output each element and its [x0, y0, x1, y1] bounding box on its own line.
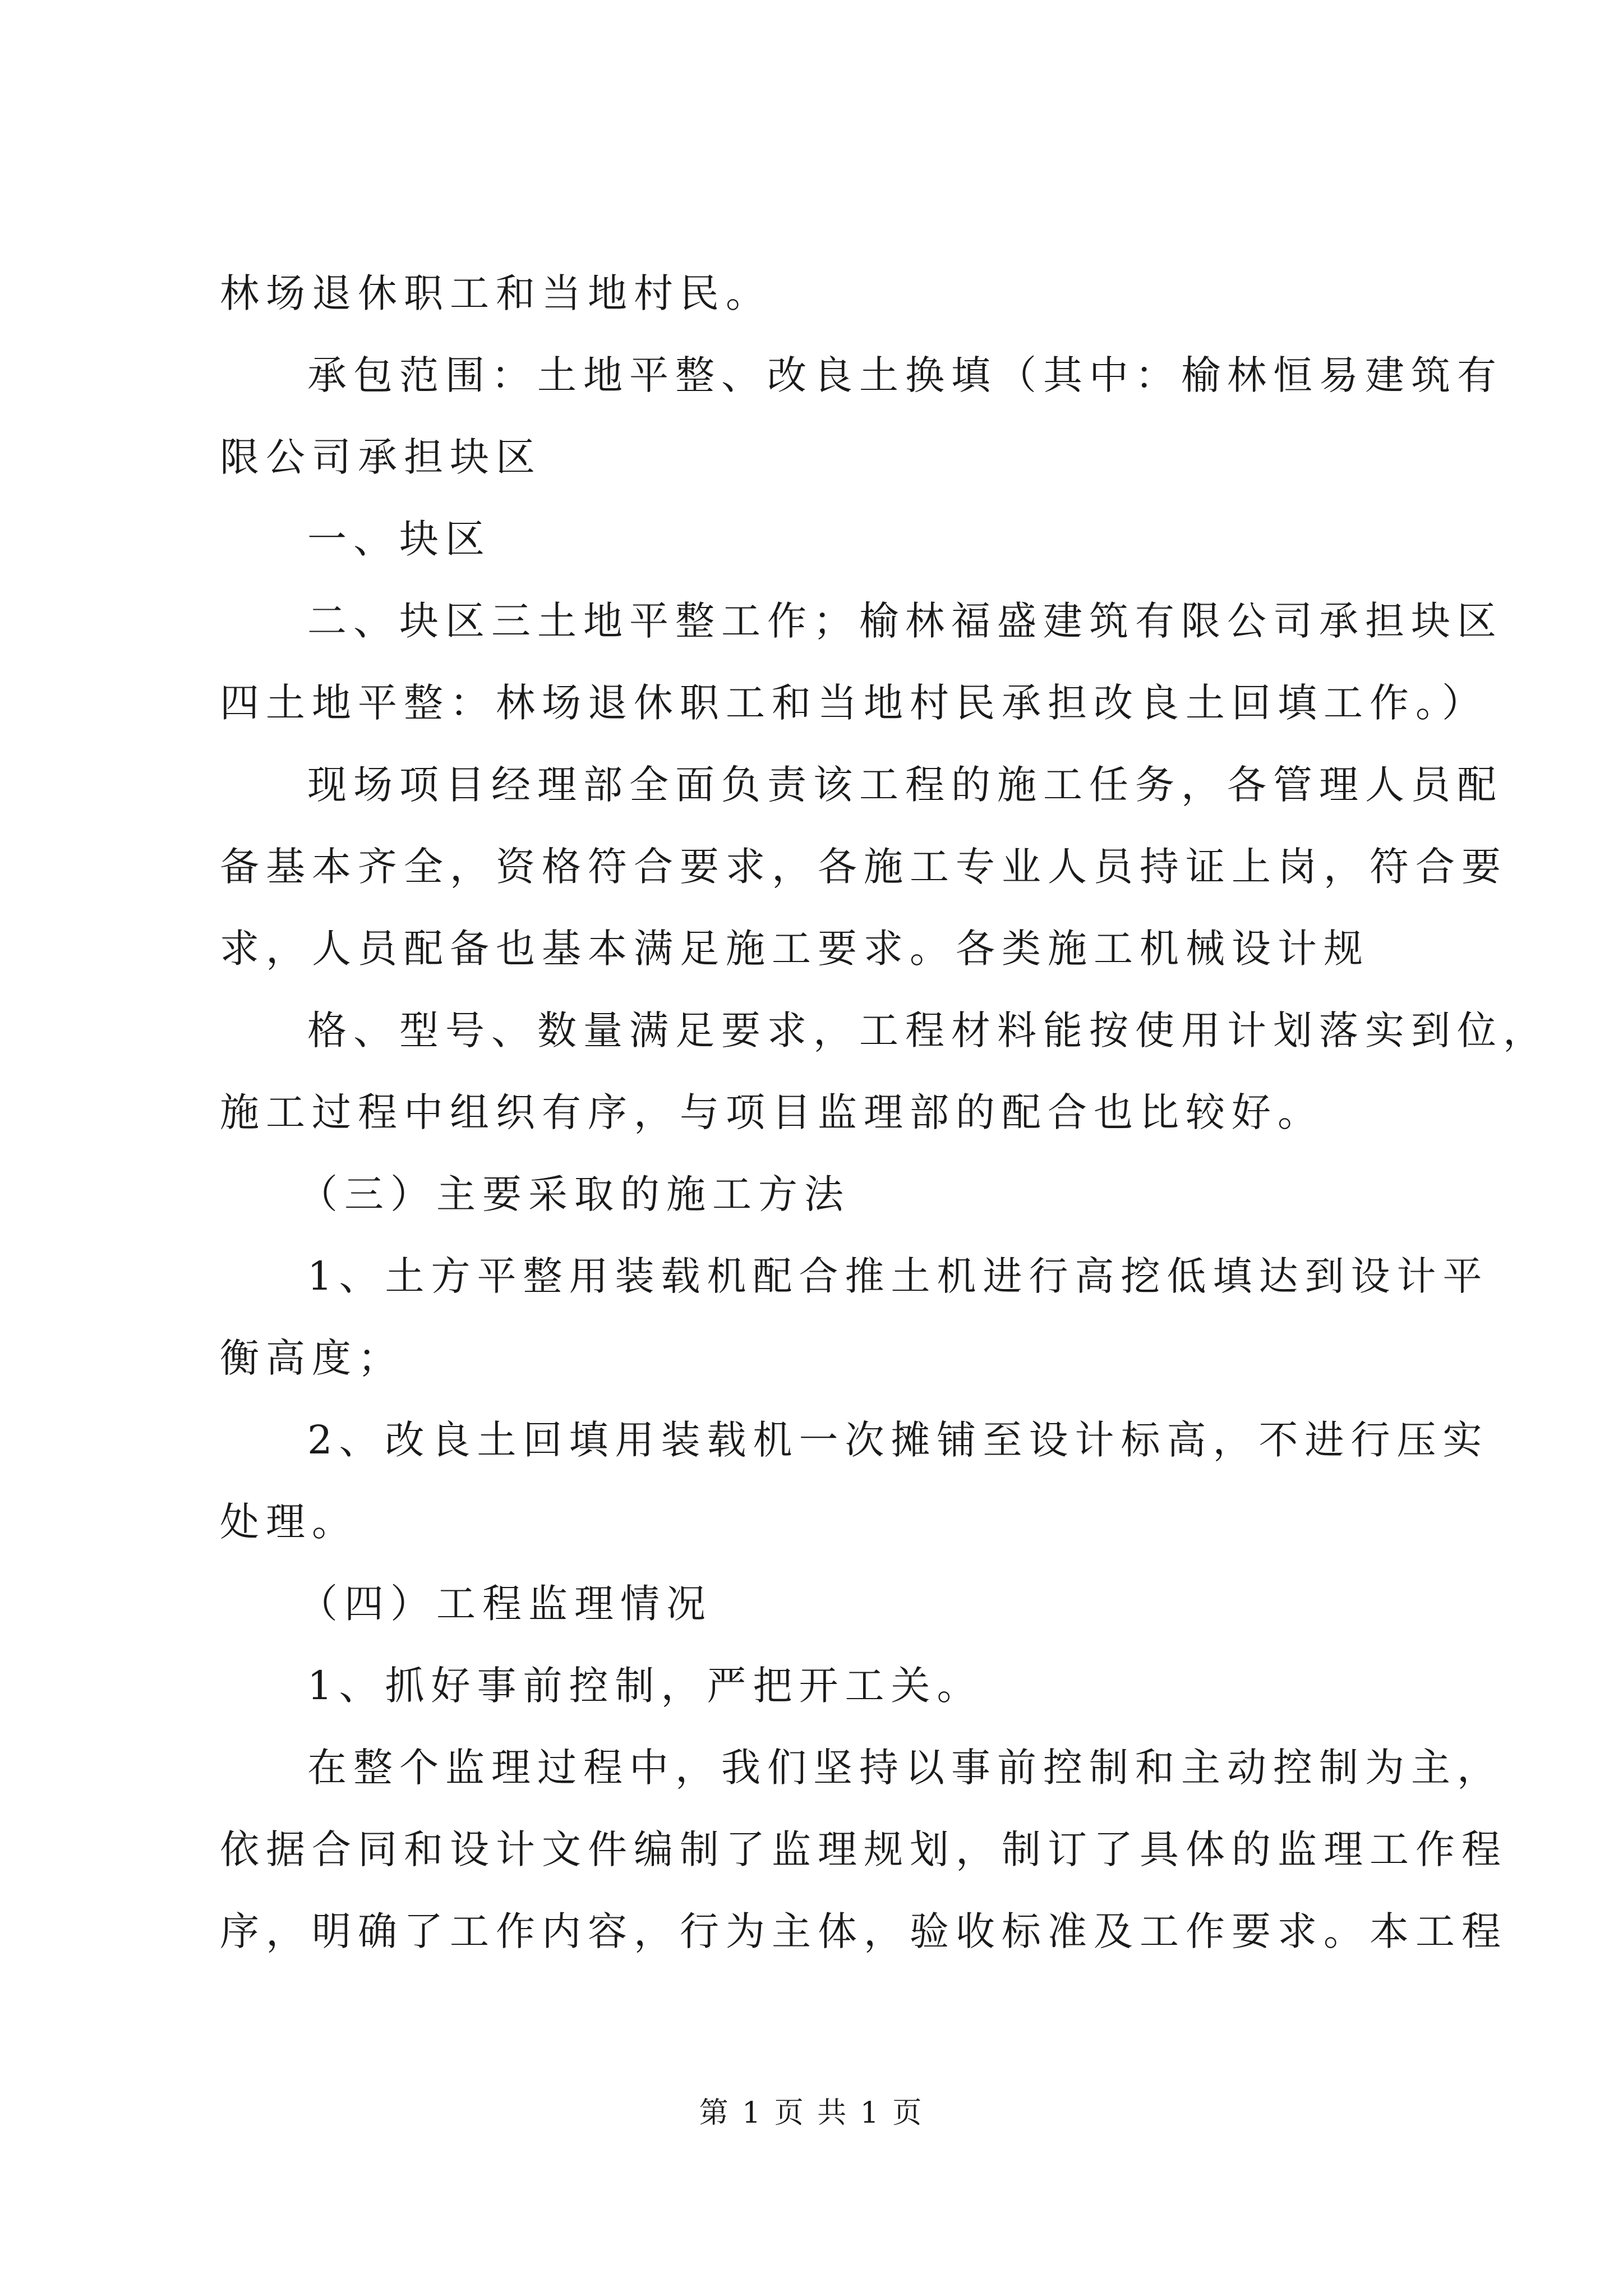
text-line: 限公司承担块区	[220, 434, 542, 480]
text-line: 在整个监理过程中，我们坚持以事前控制和主动控制为主，	[307, 1745, 1503, 1791]
text-line: 承包范围：土地平整、改良土换填（其中：榆林恒易建筑有	[307, 352, 1503, 398]
page-footer: 第 1 页 共 1 页	[699, 2096, 924, 2130]
text-line: 序，明确了工作内容，行为主体，验收标准及工作要求。本工程	[220, 1908, 1507, 1954]
text-line: 备基本齐全，资格符合要求，各施工专业人员持证上岗，符合要	[220, 844, 1507, 890]
text-line: 施工过程中组织有序，与项目监理部的配合也比较好。	[220, 1089, 1324, 1135]
text-line: 二、块区三土地平整工作；榆林福盛建筑有限公司承担块区	[307, 598, 1503, 644]
text-line: 格、型号、数量满足要求，工程材料能按使用计划落实到位，	[307, 1007, 1549, 1053]
text-line: 衡高度；	[220, 1335, 404, 1381]
document-body	[220, 252, 1549, 1972]
text-line: 2、改良土回填用装载机一次摊铺至设计标高，不进行压实	[307, 1417, 1489, 1463]
section-heading: （四）工程监理情况	[298, 1581, 712, 1627]
text-line: 一、块区	[307, 516, 491, 562]
text-line: 1、土方平整用装载机配合推土机进行高挖低填达到设计平	[307, 1253, 1489, 1299]
text-line: 林场退休职工和当地村民。	[220, 270, 772, 316]
text-line: 现场项目经理部全面负责该工程的施工任务，各管理人员配	[307, 762, 1503, 808]
section-heading: （三）主要采取的施工方法	[298, 1171, 850, 1217]
text-line: 四土地平整：林场退休职工和当地村民承担改良土回填工作。）	[220, 680, 1488, 726]
text-line: 求，人员配备也基本满足施工要求。各类施工机械设计规	[220, 926, 1370, 972]
text-line: 处理。	[220, 1499, 358, 1545]
text-line: 1、抓好事前控制，严把开工关。	[307, 1663, 983, 1709]
text-line: 依据合同和设计文件编制了监理规划，制订了具体的监理工作程	[220, 1826, 1507, 1872]
